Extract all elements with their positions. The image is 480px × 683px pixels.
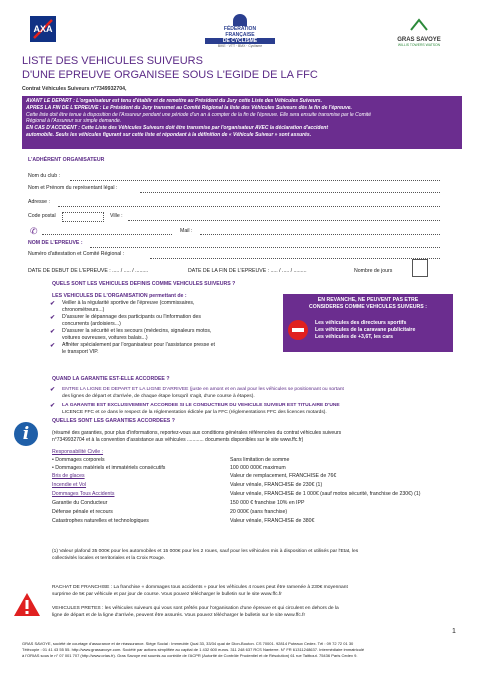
end-date-label: DATE DE LA FIN DE L'EPREUVE : ..... / ..... / ......... — [188, 268, 307, 274]
postal-code-field[interactable] — [62, 212, 104, 222]
days-field[interactable] — [412, 259, 428, 277]
table-row: Responsabilité Civile : — [52, 449, 104, 455]
q2-title: QUAND LA GARANTIE EST-ELLE ACCORDEE ? — [52, 376, 170, 382]
check-icon: ✔ — [50, 301, 56, 307]
check-icon: ✔ — [50, 329, 56, 335]
phone-field[interactable] — [42, 234, 172, 235]
mail-field[interactable] — [200, 234, 440, 235]
info-icon: i — [14, 422, 38, 446]
address-field[interactable] — [58, 206, 440, 207]
organizer-section-title: L'ADHÉRENT ORGANISATEUR — [28, 157, 105, 163]
city-field[interactable] — [128, 220, 440, 221]
buyback-warning: RACHAT DE FRANCHISE : La franchise « dommages tous accidents » pour les véhicules 4 roues peut être ramenée à 230€ moyennant surprime de 5€ par véhicule et par jour de course. Vous pouvez télécharger le bulletin sur le site www.ffc.fr — [52, 585, 348, 597]
attestation-field[interactable] — [150, 258, 440, 259]
phone-icon: ✆ — [30, 226, 38, 236]
guarantees-table — [52, 449, 462, 527]
club-field[interactable] — [70, 180, 440, 181]
warning-icon — [13, 592, 41, 622]
representative-label: Nom et Prénom du représentant légal : — [28, 185, 118, 191]
attestation-label: Numéro d'attestation et Comité Régional : — [28, 251, 125, 257]
list-item: ✔ D'assurer le dépannage des participants ou l'information des concurrents (ardoisiers...) — [50, 314, 201, 327]
event-name-field[interactable] — [90, 247, 440, 248]
page-title: LISTE DES VEHICULES SUIVEURS D'UNE EPREUVE ORGANISEE SOUS L'EGIDE DE LA FFC — [22, 55, 318, 81]
table-row: Catastrophes naturelles et technologiques Valeur vénale, FRANCHISE de 380€ — [52, 518, 315, 524]
check-icon: ✔ — [50, 315, 56, 321]
ffc-logo: FÉDÉRATION FRANÇAISE DE CYCLISME BIKE · VTT · BMX · Cyclisme — [205, 14, 275, 54]
city-label: Ville : — [110, 213, 123, 219]
table-row: Bris de glaces Valeur de remplacement, FRANCHISE de 76€ — [52, 473, 337, 479]
address-label: Adresse : — [28, 199, 50, 205]
q1-title: QUELS SONT LES VEHICULES DEFINIS COMME VEHICULES SUIVEURS ? — [52, 281, 236, 287]
footer: GRAS SAVOYE, société de courtage d'assurance et de réassurance. Siège Social : Immeuble Quai 33, 33/34 quai de Dion-Bouton. CS 70001. 92814 Puteaux Cedex. Tél : 09 72 72 01 30 Télécopie : 01 41 43 55 55. http://www.grassavoye.com. Société par actions simplifiée au capital de 1 432 600 euros. 311 248 637 RCS Nanterre. N° FR 61311248637. Intermédiaire immatriculé à l'ORIAS sous le n° 07 001 707 (http://www.orias.fr). Gras Savoye est soumis au contrôle de l'ACPR (Autorité de Contrôle Prudentiel et de Résolution) 61 rue Taitbout. 75436 Paris Cedex 9. — [22, 641, 365, 658]
event-name-label: NOM DE L'EPREUVE : — [28, 240, 83, 246]
table-row: Défense pénale et recours 20 000€ (sans franchise) — [52, 509, 288, 515]
table-row: • Dommages matériels et immatériels consécutifs 100 000 000€ maximum — [52, 465, 286, 471]
loaned-vehicles-warning: VEHICULES PRETES : les véhicules suiveurs qui vous sont prêtés pour l'organisation d'une épreuve et qui circulent en dehors de la ligne de départ et de la ligne d'arrivée, peuvent être assurés. Vous pouvez télécharger le bulletin sur le site www.ffc.fr — [52, 606, 339, 618]
mail-label: Mail : — [180, 228, 193, 234]
franchise-note-line1: (1) Valeur plafond 35 000€ pour les automobiles et 15 000€ pour les 2 roues, sauf pour les véhicules mis à disposition et utilisés par l'Etat, les — [52, 549, 359, 554]
table-row: • Dommages corporels Sans limitation de somme — [52, 457, 290, 463]
q3-intro-line1: (résumé des garanties, pour plus d'informations, reportez-vous aux conditions générales référencées du contrat véhicules suiveurs — [52, 430, 342, 436]
q1-intro: LES VEHICULES DE L'ORGANISATION permettant de : — [52, 293, 187, 299]
q3-title: QUELLES SONT LES GARANTIES ACCORDEES ? — [52, 418, 175, 424]
table-row: Garantie du Conducteur 150 000 € franchise 10% en IPP — [52, 500, 305, 506]
start-date-label: DATE DE DEBUT DE L'EPREUVE : ..... / ..... / ......... — [28, 268, 149, 274]
postal-code-label: Code postal — [28, 213, 56, 219]
q1-list — [50, 300, 280, 356]
axa-logo: AXA — [30, 16, 56, 42]
q3-intro-line2: n°7349932704 et à la convention d'assistance aux véhicules ............ documents disponibles sur le site www.ffc.fr) — [52, 437, 304, 443]
days-label: Nombre de jours — [354, 268, 393, 274]
excluded-vehicles-box: EN REVANCHE, NE PEUVENT PAS ETRE CONSIDERES COMME VEHICULES SUIVEURS : Les véhicules des directeurs sportifs Les véhicules de la caravane publicitaire Les véhicules de +3,6T, les cars — [283, 294, 453, 352]
franchise-note-line2: collectivités locales et territoriales et la Croix Rouge. — [52, 556, 166, 561]
table-row: Incendie et Vol Valeur vénale, FRANCHISE de 230€ (1) — [52, 482, 323, 488]
list-item: ✔ Veiller à la régularité sportive de l'épreuve (commissaires, chronométreurs...) — [50, 300, 195, 313]
info-banner: AVANT LE DEPART : L'organisateur est tenu d'établir et de remettre au Président du Jury cette Liste des Véhicules Suiveurs. APRES LA FIN DE L'EPREUVE : Le Président du Jury transmet au Comité Régional la liste des Véhicules Suiveurs dès la fin de l'épreuve. Cette liste doit être tenue à disposition de l'Assureur pendant une période d'un an à compter de la fin de l'épreuve. Elle sera ensuite transmise par le Comité Régional à l'Assureur sur simple demande. EN CAS D'ACCIDENT : Cette Liste des Véhicules Suiveurs doit être transmise par l'organisateur AVEC la déclaration d'accident automobile. Seuls les véhicules figurant sur cette liste et répondant à la définition de « Véhicule Suiveur » sont assurés. — [22, 96, 462, 149]
list-item: ✔ D'assurer la sécurité et les secours (médecins, signaleurs motos, voitures ouvreuses, voitures balais...) — [50, 328, 212, 341]
page-number: 1 — [452, 628, 456, 635]
representative-field[interactable] — [140, 192, 440, 193]
contract-number: Contrat Véhicules Suiveurs n°7349932704, — [22, 86, 127, 92]
no-entry-icon — [288, 320, 308, 340]
check-icon: ✔ — [50, 387, 56, 393]
club-label: Nom du club : — [28, 173, 61, 179]
gras-savoye-logo: GRAS SAVOYE WILLIS TOWERS WATSON — [388, 18, 450, 48]
list-item: ✔ Affréter spécialement par l'organisateur pour l'assistance presse et le transport VIP. — [50, 342, 215, 355]
check-icon: ✔ — [50, 403, 56, 409]
check-icon: ✔ — [50, 343, 56, 349]
table-row: Dommages Tous Accidents Valeur vénale, FRANCHISE de 1 000€ (sauf motos sécurité, franchise de 230€) (1) — [52, 491, 421, 497]
